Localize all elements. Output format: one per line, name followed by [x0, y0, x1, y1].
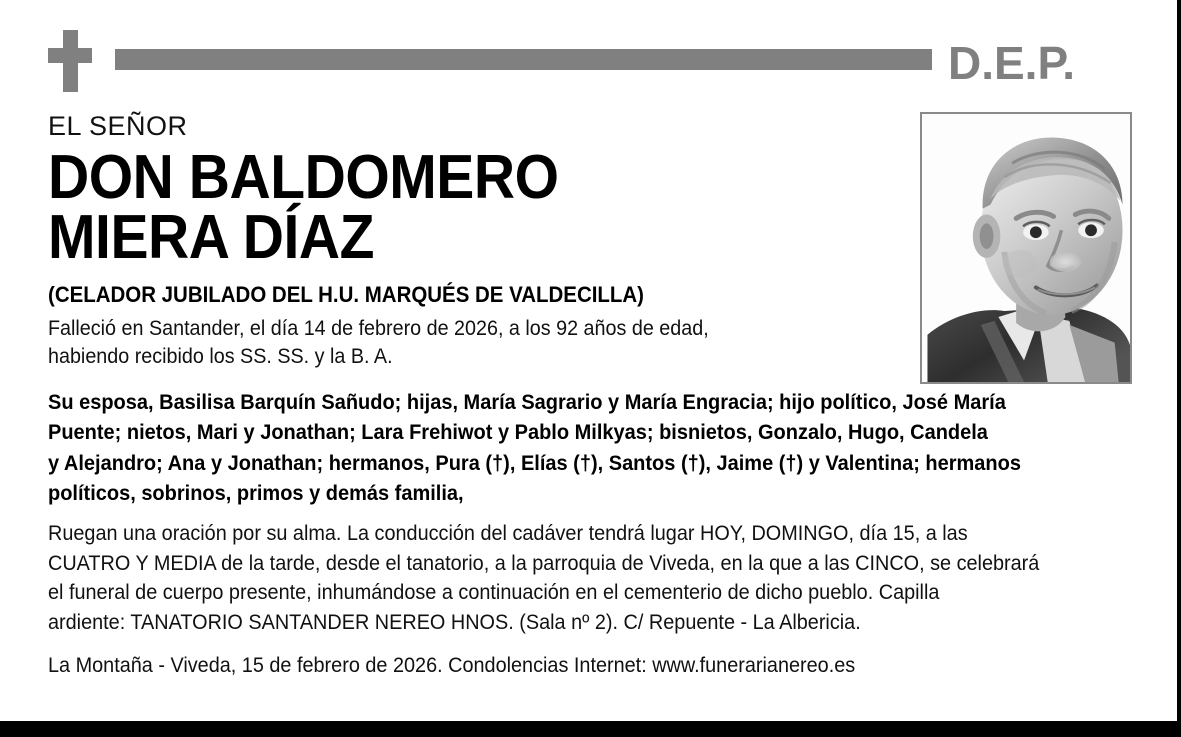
deceased-role: (CELADOR JUBILADO DEL H.U. MARQUÉS DE VALDECILLA)	[48, 281, 644, 307]
funeral-arrangements-line-3: el funeral de cuerpo presente, inhumándose a continuación en el cementerio de dicho pueblo. Capilla	[48, 581, 940, 605]
death-details	[48, 315, 1054, 370]
notice-signoff: La Montaña - Viveda, 15 de febrero de 2026. Condolencias Internet: www.funerarianereo.es	[48, 653, 856, 677]
funeral-arrangements-line-1: Ruegan una oración por su alma. La conducción del cadáver tendrá lugar HOY, DOMINGO, día 15, a las	[48, 521, 968, 545]
surviving-family-line-3: y Alejandro; Ana y Jonathan; hermanos, Pura (†), Elías (†), Santos (†), Jaime (†) y Valentina; hermanos	[48, 450, 1021, 475]
dep-abbreviation: D.E.P.	[948, 37, 1075, 89]
death-details-line-2: habiendo recibido los SS. SS. y la B. A.	[48, 344, 393, 368]
deceased-name-line-1: DON BALDOMERO	[48, 142, 559, 212]
honorific-kicker: EL SEÑOR	[48, 111, 188, 141]
deceased-name	[48, 142, 1032, 272]
surviving-family	[48, 387, 1043, 509]
header-divider-rule	[115, 49, 932, 70]
surviving-family-line-2: Puente; nietos, Mari y Jonathan; Lara Frehiwot y Pablo Milkyas; bisnietos, Gonzalo, Hugo, Candela	[48, 420, 988, 445]
death-details-line-1: Falleció en Santander, el día 14 de febrero de 2026, a los 92 años de edad,	[48, 317, 709, 341]
funeral-arrangements	[48, 519, 1059, 638]
cross-icon	[48, 30, 92, 92]
funeral-arrangements-line-2: CUATRO Y MEDIA de la tarde, desde el tanatorio, a la parroquia de Viveda, en la que a las CINCO, se celebrará	[48, 551, 1040, 575]
deceased-name-line-2: MIERA DÍAZ	[48, 202, 375, 272]
surviving-family-line-4: políticos, sobrinos, primos y demás familia,	[48, 481, 464, 506]
cross-horizontal-bar	[48, 48, 92, 63]
notice-header	[48, 30, 1133, 92]
funeral-arrangements-line-4: ardiente: TANATORIO SANTANDER NEREO HNOS. (Sala nº 2). C/ Repuente - La Albericia.	[48, 611, 861, 635]
surviving-family-line-1: Su esposa, Basilisa Barquín Sañudo; hijas, María Sagrario y María Engracia; hijo político, José María	[48, 389, 1006, 414]
obituary-content	[48, 112, 1118, 679]
